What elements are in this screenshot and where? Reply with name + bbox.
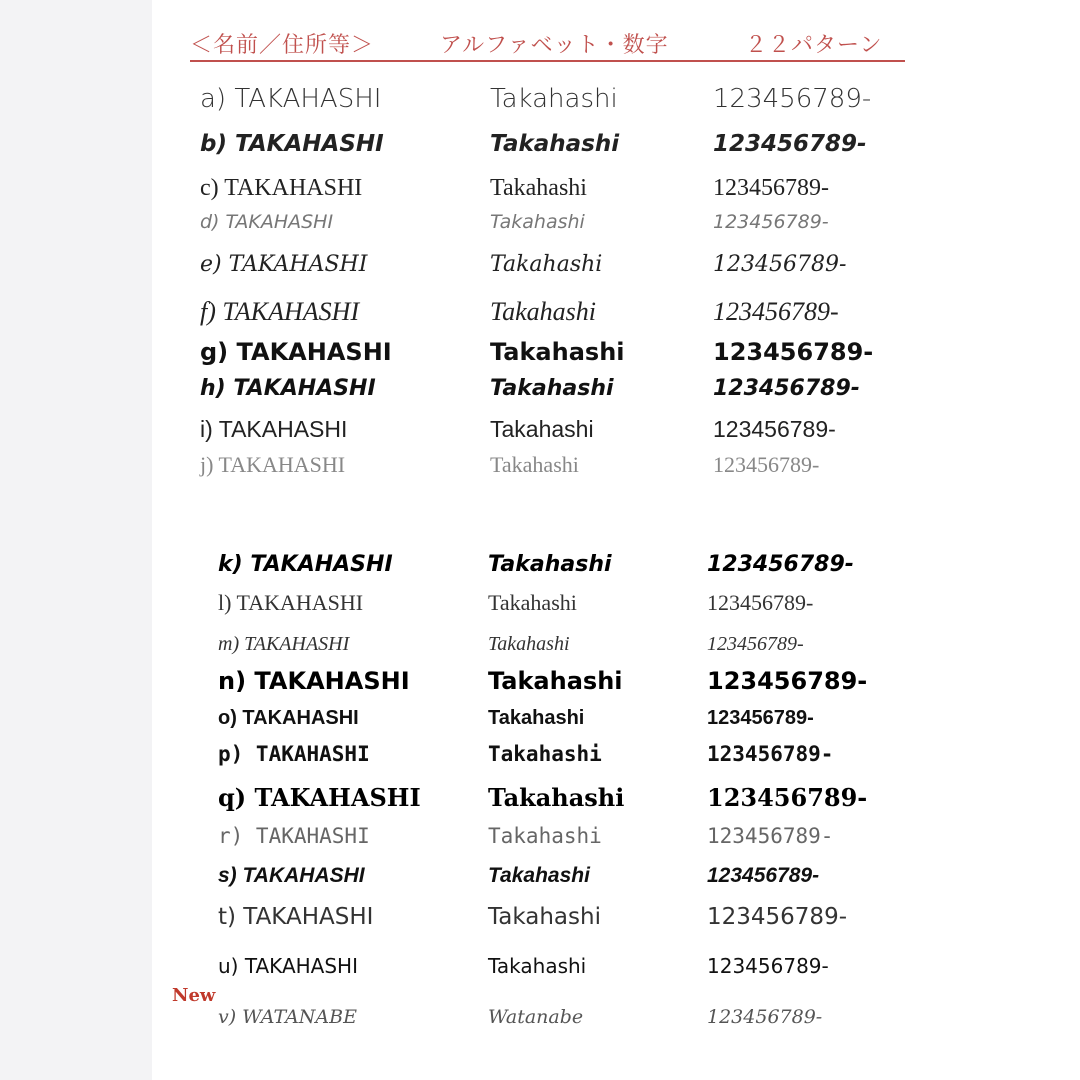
pattern-name-sample: n) TAKAHASHI [218, 667, 410, 695]
pattern-name-sample: h) TAKAHASHI [200, 376, 376, 401]
pattern-name-sample: b) TAKAHASHI [200, 131, 384, 157]
pattern-word-sample: Takahashi [490, 84, 618, 114]
pattern-digits-sample: 123456789- [707, 667, 868, 695]
pattern-word-sample: Takahashi [490, 452, 579, 477]
pattern-digits-sample: 123456789- [707, 904, 847, 930]
pattern-word-sample: Takahashi [488, 783, 625, 812]
pattern-name-sample: g) TAKAHASHI [200, 338, 392, 366]
pattern-word-sample: Takahashi [490, 376, 614, 401]
pattern-name-sample: v) WATANABE [218, 1006, 357, 1028]
pattern-name-sample: f) TAKAHASHI [200, 297, 360, 326]
pattern-digits-sample: 123456789- [707, 783, 868, 812]
pattern-name-sample: t) TAKAHASHI [218, 904, 374, 930]
pattern-word-sample: Watanabe [488, 1006, 584, 1028]
pattern-word-sample: Takahashi [488, 864, 590, 887]
pattern-digits-sample: 123456789- [713, 338, 874, 366]
pattern-digits-sample: 123456789- [713, 84, 872, 114]
pattern-name-sample: o) TAKAHASHI [218, 707, 359, 729]
pattern-digits-sample: 123456789- [713, 297, 839, 326]
pattern-name-sample: e) TAKAHASHI [200, 252, 368, 277]
pattern-name-sample: p) TAKAHASHI [218, 742, 370, 766]
pattern-name-sample: d) TAKAHASHI [200, 211, 334, 233]
pattern-digits-sample: 123456789- [707, 954, 829, 978]
pattern-word-sample: Takahashi [488, 633, 570, 655]
pattern-word-sample: Takahashi [490, 131, 620, 157]
pattern-word-sample: Takahashi [488, 904, 601, 930]
pattern-name-sample: m) TAKAHASHI [218, 633, 350, 655]
header-title-name-address: ＜名前／住所等＞ [190, 33, 375, 58]
pattern-name-sample: s) TAKAHASHI [218, 864, 365, 887]
pattern-digits-sample: 123456789- [707, 552, 854, 577]
pattern-digits-sample: 123456789- [707, 1006, 823, 1028]
sheet-header [190, 28, 905, 62]
pattern-word-sample: Takahashi [490, 416, 594, 442]
pattern-name-sample: l) TAKAHASHI [218, 590, 364, 615]
pattern-word-sample: Takahashi [488, 667, 623, 695]
pattern-name-sample: j) TAKAHASHI [200, 452, 346, 477]
pattern-digits-sample: 123456789- [713, 376, 860, 401]
pattern-digits-sample: 123456789- [707, 824, 834, 848]
pattern-name-sample: a) TAKAHASHI [200, 84, 382, 114]
pattern-name-sample: u) TAKAHASHI [218, 954, 358, 978]
pattern-word-sample: Takahashi [490, 252, 603, 277]
pattern-digits-sample: 123456789- [713, 175, 829, 201]
pattern-word-sample: Takahashi [490, 175, 587, 201]
pattern-word-sample: Takahashi [490, 338, 625, 366]
pattern-digits-sample: 123456789- [707, 590, 814, 615]
pattern-digits-sample: 123456789- [707, 707, 814, 729]
header-title-alphabet-digits: アルファベット・数字 [440, 33, 669, 58]
pattern-word-sample: Takahashi [490, 297, 596, 326]
pattern-word-sample: Takahashi [490, 211, 585, 233]
pattern-digits-sample: 123456789- [707, 633, 804, 655]
pattern-digits-sample: 123456789- [713, 452, 820, 477]
pattern-name-sample: r) TAKAHASHI [218, 824, 370, 848]
pattern-word-sample: Takahashi [488, 590, 577, 615]
pattern-name-sample: c) TAKAHASHI [200, 175, 363, 201]
pattern-word-sample: Takahashi [488, 824, 602, 848]
pattern-name-sample: k) TAKAHASHI [218, 552, 393, 577]
pattern-digits-sample: 123456789- [713, 211, 829, 233]
pattern-digits-sample: 123456789- [707, 864, 820, 887]
header-title-pattern-count: ２２パターン [745, 33, 883, 58]
pattern-word-sample: Takahashi [488, 954, 587, 978]
pattern-name-sample: i) TAKAHASHI [200, 416, 348, 442]
pattern-digits-sample: 123456789- [713, 416, 836, 442]
pattern-word-sample: Takahashi [488, 742, 602, 766]
pattern-digits-sample: 123456789- [713, 131, 867, 157]
new-badge: New [172, 985, 216, 1006]
pattern-word-sample: Takahashi [488, 707, 585, 729]
pattern-name-sample: q) TAKAHASHI [218, 783, 421, 812]
pattern-digits-sample: 123456789- [707, 742, 834, 766]
pattern-digits-sample: 123456789- [713, 252, 847, 277]
pattern-word-sample: Takahashi [488, 552, 612, 577]
